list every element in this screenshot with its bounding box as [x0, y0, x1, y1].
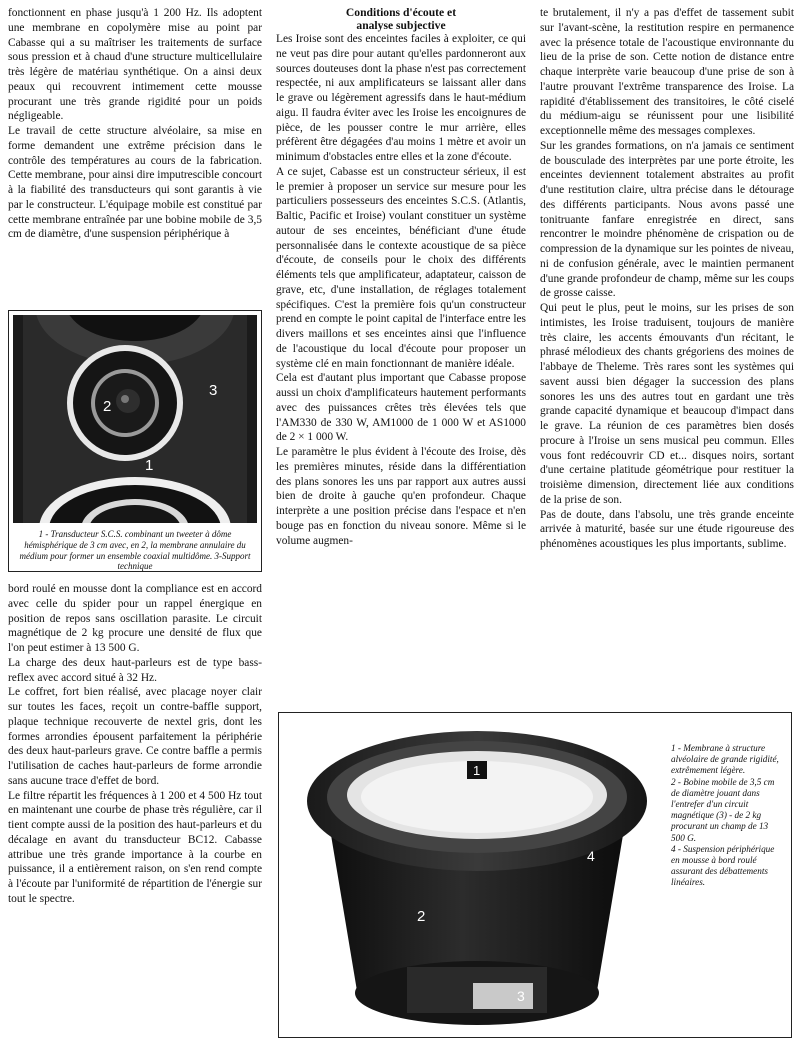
paragraph: fonctionnent en phase jusqu'à 1 200 Hz. Ils adoptent une membrane en copolymère mise au point par Cabasse qui a su maîtriser les traitements de surface sous pression et à chaud d'une structure multicellulaire très légère de matériau synthétique. On a ainsi deux peaux qui recouvrent intimement cette mousse procurant une très grande rigidité pour un poids négligeable. [8, 7, 262, 123]
paragraph: Le coffret, fort bien réalisé, avec placage noyer clair sur toutes les faces, reçoit un contre-baffle support, plaque technique recouverte de nextel gris, dont les formes arrondies épousent parfaitement la périphérie des deux haut-parleurs grave. Ce contre baffle a permis l'utilisation de caches haut-parleurs de forme arrondie sans aucune trace d'effet de bord. [8, 686, 262, 787]
column-1-bottom [8, 582, 262, 907]
paragraph: La charge des deux haut-parleurs est de type bass-reflex avec accord situé à 32 Hz. [8, 656, 262, 684]
label-1: 1 [145, 457, 154, 474]
paragraph: Le filtre répartit les fréquences à 1 200 et 4 500 Hz tout en maintenant une courbe de phase très régulière, car il tient compte aussi de la position des haut-parleurs et du décalage en avant du transducteur BC12. Cabasse attribue une très grande importance à la courbe en puissance, il a entièrement raison, on s'en rend compte à l'écoute par l'uniformité de répartition de l'énergie sur tout le spectre. [8, 789, 262, 905]
paragraph: te brutalement, il n'y a pas d'effet de tassement subit sur l'avant-scène, la restitution respire en permanence avec la présence totale de l'acoustique environnante du lieu de la prise de son. Cette notion de distance entre chaque interprète varie beaucoup d'une prise de son à l'autre prouvant l'extrême transparence des Iroise. La rapidité d'établissement des transitoires, le côté ciselé du médium-aigu se réunissent pour une lisibilité exceptionnelle même des messages complexes. [540, 7, 794, 137]
label-3: 3 [209, 382, 218, 399]
column-2 [276, 6, 526, 548]
column-1-top [8, 6, 262, 242]
caption-item: 4 - Suspension périphérique en mousse à bord roulé assurant des débattements linéaires. [671, 843, 775, 888]
section-heading [276, 6, 526, 32]
paragraph: Qui peut le plus, peut le moins, sur les prises de son intimistes, les Iroise traduisent, toujours de manière très claire, les accents émouvants d'un récitant, le phrasé mélodieux des chants grégoriens des moines de l'abbaye de Theleme. Très rares sont les systèmes qui savent aussi bien dégager la succession des plans sonores les uns des autres tout en gardant une très grande capacité dynamique et beaucoup d'impact dans le grave. La réunion de ces paramètres bien dosés procure à l'Iroise un sens musical peu commun. Elles vous font redécouvrir CD et... disques noirs, sortant d'une certaine platitude géométrique pour restituer la troisième dimension, directement liée aux conditions de la prise de son. [540, 302, 794, 506]
figure-transducer-scs [8, 310, 262, 572]
figure-caption: 1 - Transducteur S.C.S. combinant un tweeter à dôme hémisphérique de 3 cm avec, en 2, la membrane annulaire du médium pour former un ensemble coaxial multidôme. 3-Support technique [19, 529, 251, 572]
paragraph: Le travail de cette structure alvéolaire, sa mise en forme demandent une extrême précision dans le contrôle des températures au cours de la fabrication. Cette membrane, pour ainsi dire imputrescible concourt à la fiabilité des transducteurs qui sont garantis à vie par le constructeur. L'équipage mobile est constitué par cette membrane entraînée par une bobine mobile de 3,5 cm de diamètre, d'une suspension périphérique à [8, 125, 262, 241]
paragraph: Sur les grandes formations, on n'a jamais ce sentiment de bousculade des interprètes par une porte étroite, les enceintes deviennent totalement abstraites au profit d'une restitution claire, ultra précise dans le détourage des différents participants. Nous avons passé une tonitruante fanfare enregistrée en direct, sans rencontrer le moindre phénomène de crispation ou de compression de la dynamique sur les pointes de niveau, ni de confusion générale, avec le maintien permanent d'une grande profondeur de champ, même sur les coups de grosse caisse. [540, 139, 794, 300]
speaker-driver-photo [287, 721, 667, 1031]
paragraph: Pas de doute, dans l'absolu, une très grande enceinte arrivée à maturité, basée sur une étude rigoureuse des phénomènes acoustiques les plus importants, sublime. [540, 508, 794, 550]
figure-caption [671, 743, 783, 889]
paragraph: Cela est d'autant plus important que Cabasse propose aussi un choix d'amplificateurs hautement performants avec des puissances crêtes très élevées tels que l'AM330 de 330 W, AM1000 de 1 000 W et AS1000 de 2 × 1 000 W. [276, 372, 526, 444]
caption-item: 1 - Membrane à structure alvéolaire de grande rigidité, extrêmement légère. [671, 743, 779, 776]
heading-line: Conditions d'écoute et [345, 6, 457, 19]
label-2: 2 [417, 908, 426, 925]
transducer-photo [13, 315, 257, 523]
caption-item: 2 - Bobine mobile de 3,5 cm de diamètre jouant dans l'entrefer d'un circuit magnétique (3) - de 2 kg procurant un champ de 13 500 G. [671, 776, 775, 843]
paragraph: Les Iroise sont des enceintes faciles à exploiter, ce qui ne veut pas dire pour autant qu'elles pardonneront aux sources douteuses dont la phase n'est pas correctement respectée, ni aux amplificateurs se laissant aller dans le grave ou légèrement agressifs dans le haut-médium aigu. Il faudra éviter avec les Iroise les encoignures de pièce, de les pousser contre le mur arrière, elles préfèrent être dégagées d'au moins 1 mètre et avoir un minimum d'obstacles entre elles et la zone d'écoute. [276, 33, 526, 163]
column-3 [540, 6, 794, 552]
figure-speaker-driver [278, 712, 792, 1038]
label-1: 1 [473, 763, 481, 778]
paragraph: bord roulé en mousse dont la compliance est en accord avec celle du spider pour un rappel énergique en position de repos sans oscillation parasite. Le circuit magnétique de 2 kg procure une densité de flux que l'on peut estimer à 13 500 G. [8, 583, 262, 654]
label-3: 3 [517, 988, 525, 1004]
paragraph: Le paramètre le plus évident à l'écoute des Iroise, dès les premières minutes, réside dans la différentiation des plans sonores les uns par rapport aux autres aussi bien de droite à gauche qu'en profondeur. Chaque interprète a une position précise dans l'espace et n'en bouge pas en fonction du niveau sonore. Même si le volume augmen- [276, 446, 526, 547]
label-4: 4 [587, 848, 595, 864]
label-2: 2 [103, 398, 112, 415]
paragraph: A ce sujet, Cabasse est un constructeur sérieux, il est le premier à proposer un service sur mesure pour les particuliers possesseurs des enceintes S.C.S. (Atlantis, Baltic, Pacific et Iroise) voulant constituer un système autour de ses enceintes, bénéficiant d'une étude personnalisée dans le contexte acoustique de sa pièce d'écoute, de conseils pour le choix des différents éléments tels que amplificateur, adaptateur, caisson de grave, etc, d'une installation, de réglages totalement spécifiques. C'est la première fois qu'un constructeur prend en compte le point capital de l'interface entre les divers maillons et ses enceintes ainsi que l'influence de l'acoustique du local d'écoute pour proposer un système clé en main fonctionnant de manière idéale. [276, 165, 526, 370]
heading-line: analyse subjective [356, 19, 446, 32]
